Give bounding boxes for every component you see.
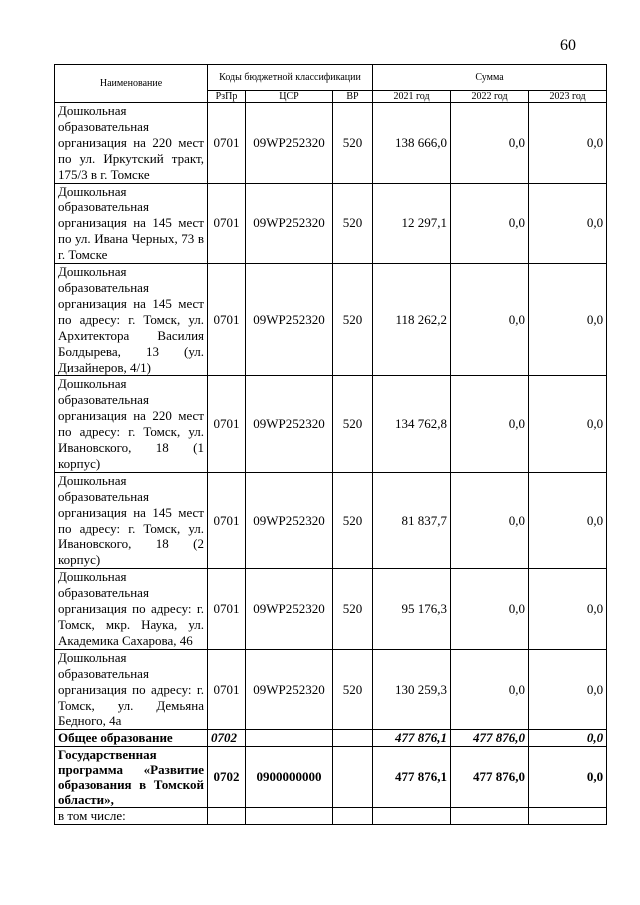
row-2022: 0,0 bbox=[451, 103, 529, 184]
row-csr: 09WP252320 bbox=[246, 183, 333, 264]
row-vr: 520 bbox=[333, 569, 373, 650]
row-name: Дошкольная образовательная организация на 145 мест по адресу: г. Томск, ул. Архитектора Василия Болдырева, 13 (ул. Дизайнеров, 4/1) bbox=[55, 264, 208, 376]
row-2021: 118 262,2 bbox=[373, 264, 451, 376]
row-name: Дошкольная образовательная организация на 145 мест по адресу: г. Томск, ул. Ивановского, 18 (2 корпус) bbox=[55, 472, 208, 568]
header-rzpr: РзПр bbox=[208, 91, 246, 103]
total-rzpr: 0702 bbox=[208, 730, 246, 747]
row-vr: 520 bbox=[333, 376, 373, 472]
row-name: Дошкольная образовательная организация на 220 мест по адресу: г. Томск, ул. Ивановского, 18 (1 корпус) bbox=[55, 376, 208, 472]
program-2022: 477 876,0 bbox=[451, 747, 529, 808]
total-csr bbox=[246, 730, 333, 747]
program-2021: 477 876,1 bbox=[373, 747, 451, 808]
row-rzpr: 0701 bbox=[208, 183, 246, 264]
header-2021: 2021 год bbox=[373, 91, 451, 103]
row-csr: 09WP252320 bbox=[246, 103, 333, 184]
row-2023: 0,0 bbox=[529, 103, 607, 184]
including-row bbox=[55, 808, 607, 825]
header-2022: 2022 год bbox=[451, 91, 529, 103]
including-label: в том числе: bbox=[55, 808, 208, 825]
row-rzpr: 0701 bbox=[208, 569, 246, 650]
row-rzpr: 0701 bbox=[208, 376, 246, 472]
row-2021: 81 837,7 bbox=[373, 472, 451, 568]
row-2023: 0,0 bbox=[529, 649, 607, 730]
header-2023: 2023 год bbox=[529, 91, 607, 103]
row-csr: 09WP252320 bbox=[246, 264, 333, 376]
total-vr bbox=[333, 730, 373, 747]
row-rzpr: 0701 bbox=[208, 264, 246, 376]
total-2023: 0,0 bbox=[529, 730, 607, 747]
row-name: Дошкольная образовательная организация по адресу: г. Томск, ул. Демьяна Бедного, 4а bbox=[55, 649, 208, 730]
program-row bbox=[55, 747, 607, 808]
row-vr: 520 bbox=[333, 472, 373, 568]
row-vr: 520 bbox=[333, 649, 373, 730]
row-vr: 520 bbox=[333, 264, 373, 376]
table-row bbox=[55, 264, 607, 376]
row-2021: 12 297,1 bbox=[373, 183, 451, 264]
row-vr: 520 bbox=[333, 103, 373, 184]
total-2022: 477 876,0 bbox=[451, 730, 529, 747]
row-name: Дошкольная образовательная организация на 220 мест по ул. Иркутский тракт, 175/3 в г. Томске bbox=[55, 103, 208, 184]
row-2022: 0,0 bbox=[451, 183, 529, 264]
table-row bbox=[55, 472, 607, 568]
program-vr bbox=[333, 747, 373, 808]
row-rzpr: 0701 bbox=[208, 103, 246, 184]
table-row bbox=[55, 649, 607, 730]
row-2023: 0,0 bbox=[529, 569, 607, 650]
row-2022: 0,0 bbox=[451, 264, 529, 376]
row-2021: 138 666,0 bbox=[373, 103, 451, 184]
table-row bbox=[55, 183, 607, 264]
table-row bbox=[55, 103, 607, 184]
program-name: Государственная программа «Развитие образования в Томской области», bbox=[55, 747, 208, 808]
row-csr: 09WP252320 bbox=[246, 376, 333, 472]
table-row bbox=[55, 376, 607, 472]
total-name: Общее образование bbox=[55, 730, 208, 747]
total-row bbox=[55, 730, 607, 747]
row-2023: 0,0 bbox=[529, 183, 607, 264]
row-vr: 520 bbox=[333, 183, 373, 264]
header-codes-group: Коды бюджетной классификации bbox=[208, 65, 373, 91]
row-2023: 0,0 bbox=[529, 472, 607, 568]
row-name: Дошкольная образовательная организация на 145 мест по ул. Ивана Черных, 73 в г. Томске bbox=[55, 183, 208, 264]
budget-table bbox=[54, 64, 607, 825]
row-2023: 0,0 bbox=[529, 264, 607, 376]
row-2021: 134 762,8 bbox=[373, 376, 451, 472]
header-vr: ВР bbox=[333, 91, 373, 103]
program-rzpr: 0702 bbox=[208, 747, 246, 808]
total-2021: 477 876,1 bbox=[373, 730, 451, 747]
row-name: Дошкольная образовательная организация по адресу: г. Томск, мкр. Наука, ул. Академика Сахарова, 46 bbox=[55, 569, 208, 650]
row-rzpr: 0701 bbox=[208, 649, 246, 730]
row-2022: 0,0 bbox=[451, 472, 529, 568]
row-2022: 0,0 bbox=[451, 569, 529, 650]
row-csr: 09WP252320 bbox=[246, 649, 333, 730]
program-2023: 0,0 bbox=[529, 747, 607, 808]
header-name: Наименование bbox=[55, 65, 208, 103]
program-csr: 0900000000 bbox=[246, 747, 333, 808]
row-2023: 0,0 bbox=[529, 376, 607, 472]
table-row bbox=[55, 569, 607, 650]
row-2021: 95 176,3 bbox=[373, 569, 451, 650]
row-csr: 09WP252320 bbox=[246, 472, 333, 568]
row-2022: 0,0 bbox=[451, 376, 529, 472]
row-2022: 0,0 bbox=[451, 649, 529, 730]
row-2021: 130 259,3 bbox=[373, 649, 451, 730]
row-rzpr: 0701 bbox=[208, 472, 246, 568]
header-sum-group: Сумма bbox=[373, 65, 607, 91]
row-csr: 09WP252320 bbox=[246, 569, 333, 650]
page-number: 60 bbox=[560, 37, 576, 54]
header-csr: ЦСР bbox=[246, 91, 333, 103]
